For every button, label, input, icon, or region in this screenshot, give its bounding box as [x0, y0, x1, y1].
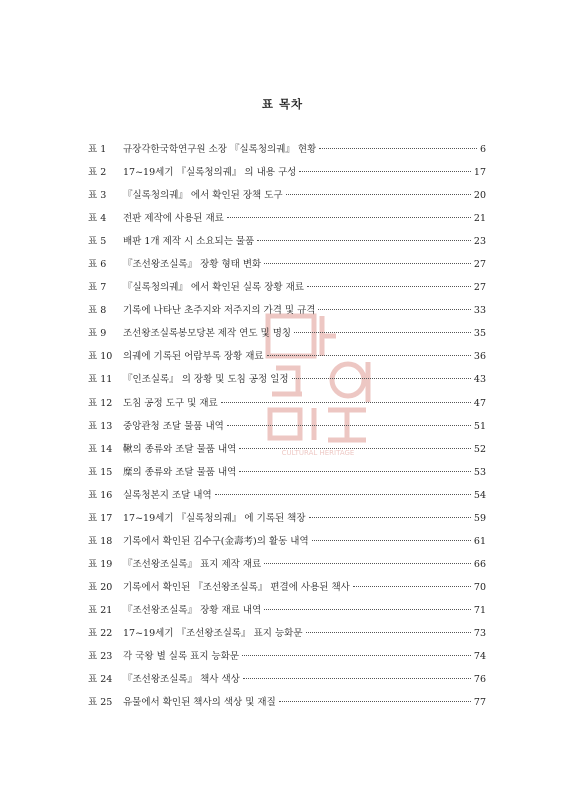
- table-number: 표 13: [88, 420, 113, 432]
- dot-leader: [294, 332, 471, 333]
- page-number: 59: [473, 512, 486, 524]
- table-title: 도침 공정 도구 및 재료: [123, 397, 218, 409]
- table-of-tables: [88, 141, 486, 717]
- page-number: 54: [473, 489, 486, 501]
- table-title: 『실록청의궤』 에서 확인된 실록 장황 재료: [123, 282, 304, 294]
- toc-entry[interactable]: [88, 579, 486, 602]
- toc-entry[interactable]: [88, 671, 486, 694]
- table-number: 표 21: [88, 604, 113, 616]
- table-title: 鞦의 종류와 조달 물품 내역: [123, 443, 237, 455]
- dot-leader: [227, 425, 471, 426]
- dot-leader: [279, 701, 471, 702]
- table-number: 표 16: [88, 489, 113, 501]
- table-number: 표 2: [88, 167, 107, 179]
- table-number: 표 4: [88, 213, 107, 225]
- dot-leader: [264, 563, 471, 564]
- table-title: 중앙관청 조달 물품 내역: [123, 420, 224, 432]
- page-number: 21: [473, 213, 486, 225]
- page-number: 33: [473, 305, 486, 317]
- table-number: 표 1: [88, 144, 107, 155]
- dot-leader: [309, 517, 471, 518]
- dot-leader: [242, 655, 471, 656]
- table-number: 표 5: [88, 236, 107, 248]
- toc-entry[interactable]: [88, 533, 486, 556]
- page-number: 53: [473, 466, 486, 478]
- toc-entry[interactable]: [88, 625, 486, 648]
- page-number: 20: [473, 190, 486, 202]
- table-number: 표 22: [88, 627, 113, 639]
- table-number: 표 7: [88, 282, 107, 294]
- dot-leader: [286, 194, 471, 195]
- dot-leader: [264, 263, 471, 264]
- table-number: 표 14: [88, 443, 113, 455]
- dot-leader: [319, 148, 477, 149]
- table-title: 『조선왕조실록』 표지 제작 재료: [123, 558, 262, 570]
- table-number: 표 17: [88, 512, 113, 524]
- page-number: 52: [473, 443, 486, 455]
- page-number: 70: [473, 581, 486, 593]
- page-number: 27: [473, 259, 486, 271]
- dot-leader: [215, 494, 471, 495]
- table-number: 표 12: [88, 397, 113, 409]
- toc-entry[interactable]: [88, 694, 486, 717]
- table-number: 표 8: [88, 305, 107, 317]
- page-number: 27: [473, 282, 486, 294]
- dot-leader: [292, 378, 471, 379]
- table-title: 『조선왕조실록』 책사 색상: [123, 674, 240, 686]
- toc-entry[interactable]: [88, 441, 486, 464]
- table-number: 표 3: [88, 190, 107, 202]
- dot-leader: [353, 586, 471, 587]
- toc-entry[interactable]: [88, 648, 486, 671]
- page-number: 73: [473, 627, 486, 639]
- table-number: 표 11: [88, 374, 113, 386]
- page-number: 36: [473, 351, 486, 363]
- table-title: 의궤에 기록된 어람부록 장황 재료: [123, 351, 264, 363]
- toc-entry[interactable]: [88, 141, 486, 164]
- table-title: 조선왕조실록봉모당본 제작 연도 및 명칭: [123, 328, 292, 340]
- page-number: 47: [473, 397, 486, 409]
- toc-entry[interactable]: [88, 418, 486, 441]
- page-number: 17: [473, 167, 486, 179]
- table-number: 표 23: [88, 651, 113, 663]
- page-number: 61: [473, 535, 486, 547]
- dot-leader: [307, 286, 471, 287]
- dot-leader: [318, 309, 470, 310]
- toc-entry[interactable]: [88, 256, 486, 279]
- page-title: 표 목차: [261, 97, 304, 111]
- table-title: 규장각한국학연구원 소장 『실록청의궤』 현황: [123, 144, 317, 155]
- table-title: 실록청본지 조달 내역: [123, 489, 212, 501]
- toc-entry[interactable]: [88, 510, 486, 533]
- table-title: 각 국왕 별 실록 표지 능화문: [123, 651, 240, 663]
- page-number: 77: [473, 697, 486, 709]
- table-number: 표 24: [88, 674, 113, 686]
- table-number: 표 25: [88, 697, 113, 709]
- page-number: 71: [473, 604, 486, 616]
- table-title: 기록에 나타난 초주지와 저주지의 가격 및 규격: [123, 305, 316, 317]
- dot-leader: [267, 355, 471, 356]
- table-title: 『인조실록』 의 장황 및 도침 공정 일정: [123, 374, 289, 386]
- toc-entry[interactable]: [88, 487, 486, 510]
- table-number: 표 18: [88, 535, 113, 547]
- toc-entry[interactable]: [88, 210, 486, 233]
- page-number: 74: [473, 651, 486, 663]
- toc-entry[interactable]: [88, 348, 486, 371]
- table-title: 전판 제작에 사용된 재료: [123, 213, 224, 225]
- table-number: 표 6: [88, 259, 107, 271]
- page-number: 66: [473, 558, 486, 570]
- toc-entry[interactable]: [88, 371, 486, 394]
- dot-leader: [227, 217, 471, 218]
- page-number: 43: [473, 374, 486, 386]
- toc-entry[interactable]: [88, 164, 486, 187]
- dot-leader: [243, 678, 471, 679]
- table-title: 17~19세기 『실록청의궤』 에 기록된 책장: [123, 512, 306, 524]
- table-title: 『실록청의궤』 에서 확인된 장책 도구: [123, 190, 283, 202]
- toc-entry[interactable]: [88, 187, 486, 210]
- table-title: 17~19세기 『실록청의궤』 의 내용 구성: [123, 167, 297, 179]
- dot-leader: [239, 448, 471, 449]
- table-number: 표 20: [88, 581, 113, 593]
- table-title: 기록에서 확인된 『조선왕조실록』 편결에 사용된 책사: [123, 581, 350, 593]
- watermark-caption: CULTURAL HERITAGE: [281, 449, 355, 457]
- table-number: 표 9: [88, 328, 107, 340]
- table-title: 17~19세기 『조선왕조실록』 표지 능화문: [123, 627, 303, 639]
- toc-entry[interactable]: [88, 325, 486, 348]
- table-title: 糜의 종류와 조달 물품 내역: [123, 466, 237, 478]
- toc-entry[interactable]: [88, 556, 486, 579]
- table-title: 『조선왕조실록』 장황 형태 변화: [123, 259, 262, 271]
- table-title: 『조선왕조실록』 장황 재료 내역: [123, 604, 262, 616]
- page-number: 23: [473, 236, 486, 248]
- dot-leader: [312, 540, 471, 541]
- table-title: 기록에서 확인된 김수구(金壽考)의 활동 내역: [123, 535, 309, 547]
- dot-leader: [306, 632, 471, 633]
- page-number: 76: [473, 674, 486, 686]
- dot-leader: [264, 609, 471, 610]
- page-number: 51: [473, 420, 486, 432]
- dot-leader: [257, 240, 471, 241]
- toc-entry[interactable]: [88, 302, 486, 325]
- table-title: 배판 1개 제작 시 소요되는 물품: [123, 236, 255, 248]
- dot-leader: [239, 471, 471, 472]
- dot-leader: [299, 171, 471, 172]
- dot-leader: [221, 402, 471, 403]
- page-number: 6: [479, 144, 486, 155]
- table-title: 유물에서 확인된 책사의 색상 및 재질: [123, 697, 276, 709]
- toc-entry[interactable]: [88, 395, 486, 418]
- table-number: 표 19: [88, 558, 113, 570]
- toc-entry[interactable]: [88, 602, 486, 625]
- toc-entry[interactable]: [88, 279, 486, 302]
- toc-entry[interactable]: [88, 233, 486, 256]
- table-number: 표 15: [88, 466, 113, 478]
- toc-entry[interactable]: [88, 464, 486, 487]
- table-number: 표 10: [88, 351, 113, 363]
- page-number: 35: [473, 328, 486, 340]
